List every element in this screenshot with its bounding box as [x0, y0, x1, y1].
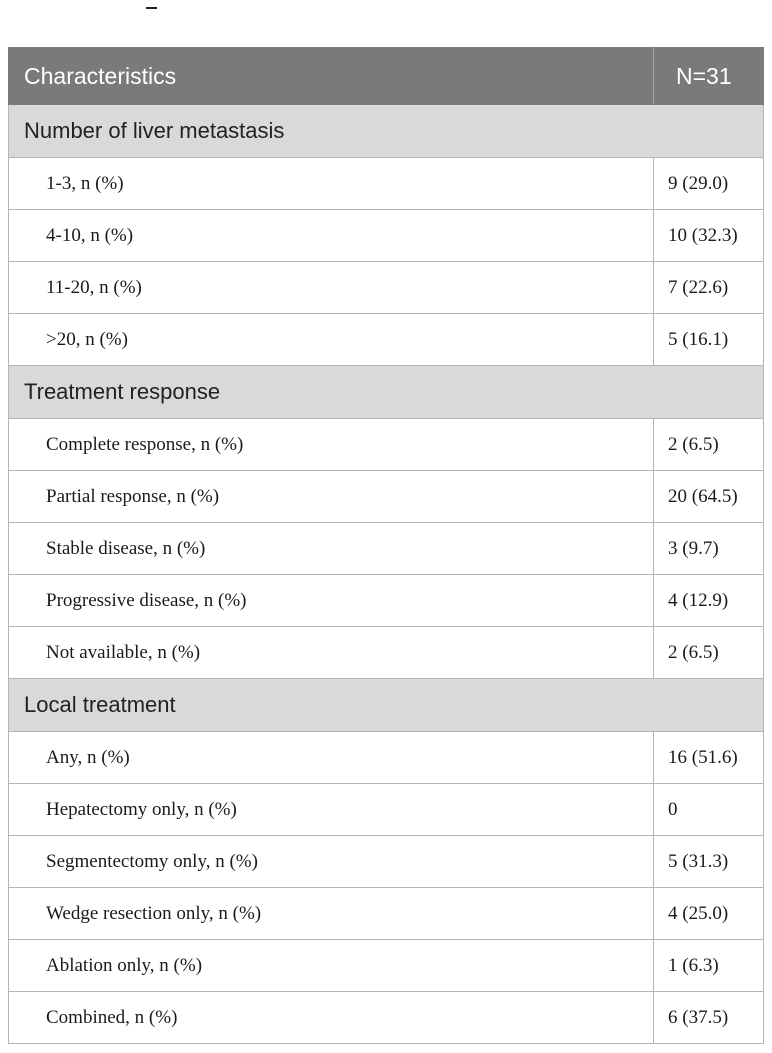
- row-label: Any, n (%): [9, 732, 654, 784]
- row-value: 6 (37.5): [654, 992, 764, 1044]
- row-label: Combined, n (%): [9, 992, 654, 1044]
- row-value: 7 (22.6): [654, 262, 764, 314]
- row-label: Not available, n (%): [9, 627, 654, 679]
- table-row: [9, 992, 764, 1044]
- table-row: [9, 627, 764, 679]
- table-row: [9, 471, 764, 523]
- row-label: Complete response, n (%): [9, 419, 654, 471]
- row-value: 16 (51.6): [654, 732, 764, 784]
- row-value: 5 (16.1): [654, 314, 764, 366]
- row-label: Stable disease, n (%): [9, 523, 654, 575]
- row-label: 11-20, n (%): [9, 262, 654, 314]
- row-value: 2 (6.5): [654, 627, 764, 679]
- table-row: [9, 940, 764, 992]
- row-value: 0: [654, 784, 764, 836]
- row-label: Progressive disease, n (%): [9, 575, 654, 627]
- section-title: Number of liver metastasis: [9, 105, 764, 158]
- table-row: [9, 575, 764, 627]
- row-value: 5 (31.3): [654, 836, 764, 888]
- row-label: 1-3, n (%): [9, 158, 654, 210]
- table-row: [9, 210, 764, 262]
- section-treatment-response: [9, 366, 764, 679]
- table-row: [9, 888, 764, 940]
- row-label: 4-10, n (%): [9, 210, 654, 262]
- row-value: 10 (32.3): [654, 210, 764, 262]
- header-characteristics: Characteristics: [9, 48, 654, 105]
- table-row: [9, 314, 764, 366]
- table-header-row: [9, 48, 764, 105]
- table-row: [9, 784, 764, 836]
- section-number-of-liver-metastasis: [9, 105, 764, 366]
- row-value: 3 (9.7): [654, 523, 764, 575]
- section-header-row: [9, 679, 764, 732]
- table-row: [9, 158, 764, 210]
- table-row: [9, 523, 764, 575]
- section-header-row: [9, 105, 764, 158]
- row-value: 2 (6.5): [654, 419, 764, 471]
- section-local-treatment: [9, 679, 764, 1044]
- table-row: [9, 836, 764, 888]
- row-label: Hepatectomy only, n (%): [9, 784, 654, 836]
- table-row: [9, 262, 764, 314]
- section-title: Local treatment: [9, 679, 764, 732]
- row-label: >20, n (%): [9, 314, 654, 366]
- dash-mark: [146, 0, 158, 12]
- header-n: N=31: [654, 48, 764, 105]
- characteristics-table: [8, 47, 764, 1044]
- row-label: Ablation only, n (%): [9, 940, 654, 992]
- section-title: Treatment response: [9, 366, 764, 419]
- row-value: 20 (64.5): [654, 471, 764, 523]
- row-label: Wedge resection only, n (%): [9, 888, 654, 940]
- row-value: 4 (25.0): [654, 888, 764, 940]
- row-value: 1 (6.3): [654, 940, 764, 992]
- row-value: 9 (29.0): [654, 158, 764, 210]
- row-label: Segmentectomy only, n (%): [9, 836, 654, 888]
- table-row: [9, 732, 764, 784]
- row-value: 4 (12.9): [654, 575, 764, 627]
- row-label: Partial response, n (%): [9, 471, 654, 523]
- section-header-row: [9, 366, 764, 419]
- table-row: [9, 419, 764, 471]
